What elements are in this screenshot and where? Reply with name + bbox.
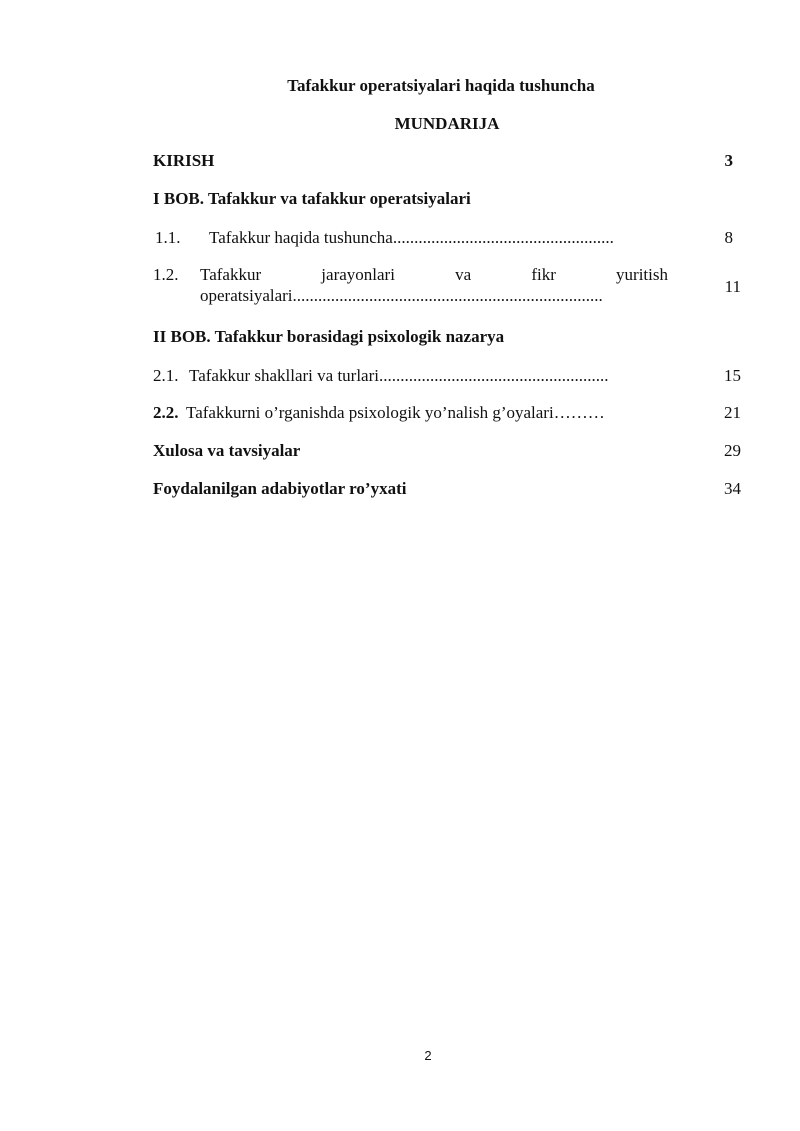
toc-chapter-label: I BOB. Tafakkur va tafakkur operatsiyalari	[153, 189, 471, 208]
toc-entry-1-2[interactable]	[153, 265, 741, 307]
toc-word: va	[455, 265, 472, 284]
toc-entry-page: 21	[724, 403, 741, 422]
toc-word: fikr	[531, 265, 556, 284]
toc-entry-label-line2: operatsiyalari.........................................................................	[200, 286, 603, 305]
toc-entry-page: 15	[724, 366, 741, 385]
toc-word: Tafakkur	[200, 265, 262, 284]
toc-word: yuritish	[616, 265, 668, 284]
toc-heading: MUNDARIJA	[394, 114, 500, 133]
toc-word: jarayonlari	[321, 265, 395, 284]
toc-entry-label: Xulosa va tavsiyalar	[153, 441, 301, 460]
toc-entry-page: 11	[724, 277, 741, 296]
toc-entry-label: KIRISH	[153, 151, 215, 170]
toc-entry-label: Tafakkur shakllari va turlari......................................................	[189, 366, 609, 385]
toc-entry-label: Tafakkur haqida tushuncha....................................................	[209, 228, 614, 247]
toc-entry-number: 1.1.	[155, 228, 181, 247]
toc-entry-number: 1.2.	[153, 265, 179, 284]
toc-entry-number: 2.2.	[153, 403, 179, 422]
page-number: 2	[424, 1048, 432, 1063]
toc-entry-label: Tafakkurni o’rganishda psixologik yo’nalish g’oyalari………	[186, 403, 605, 422]
toc-entry-page: 3	[724, 151, 733, 170]
toc-entry-page: 34	[724, 479, 741, 498]
document-title: Tafakkur operatsiyalari haqida tushuncha	[287, 76, 595, 95]
toc-entry-number: 2.1.	[153, 366, 179, 385]
toc-entry-page: 8	[724, 228, 733, 247]
toc-entry-page: 29	[724, 441, 741, 460]
toc-entry-label-line1	[200, 265, 668, 285]
toc-entry-label: Foydalanilgan adabiyotlar ro’yxati	[153, 479, 407, 498]
toc-chapter-label: II BOB. Tafakkur borasidagi psixologik nazarya	[153, 327, 505, 346]
